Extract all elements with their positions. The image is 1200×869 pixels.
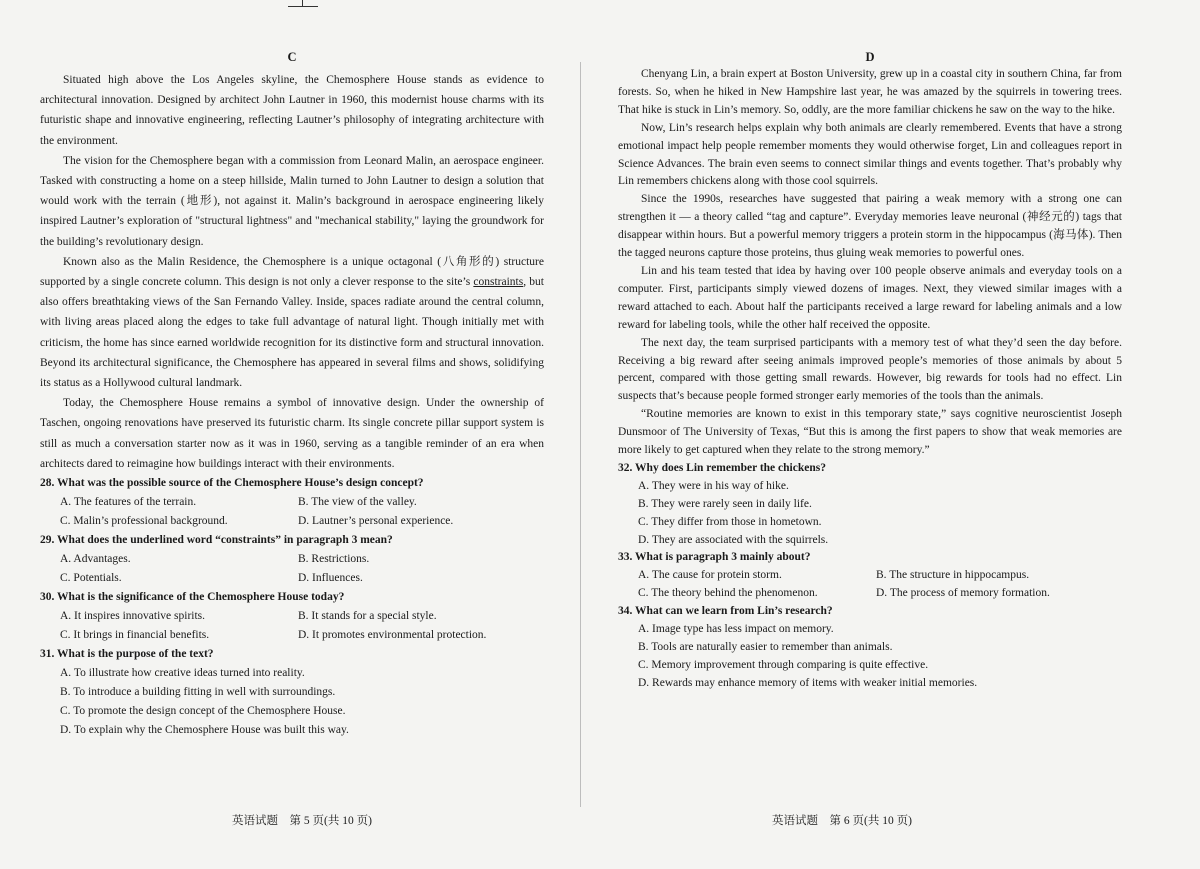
- passage-d-paragraph-1: Chenyang Lin, a brain expert at Boston University, grew up in a coastal city in southern China, far from forests. So, when he hiked in New Hampshire last year, he was amazed by the squirrels in towering trees. That hike is stuck in Lin’s memory. So, oddly, are the more familiar chickens he saw on the way to the hike.: [618, 68, 1122, 116]
- para3-text-rest: Inside, spaces radiate around the central column, with living areas placed along the edges to take full advantage of natural light. Though initially met with criticism, the home has since earned worldwide recognition for its distinctive form and structural innovation. Beyond its architectural significance, the Chemosphere has appeared in several films and shows, solidifying its status as a Hollywood cultural landmark.: [40, 296, 544, 390]
- option-a: A. To illustrate how creative ideas turned into reality.: [60, 667, 305, 680]
- option-b: B. The structure in hippocampus.: [876, 569, 1030, 582]
- underlined-word-constraints: constraints: [473, 276, 524, 289]
- question-34: [618, 603, 1122, 693]
- question-stem: 31. What is the purpose of the text?: [40, 648, 214, 661]
- option-c: C. To promote the design concept of the Chemosphere House.: [60, 705, 346, 718]
- option-c: C. Potentials.: [60, 572, 122, 585]
- question-30: [40, 588, 544, 645]
- option-a: A. It inspires innovative spirits.: [60, 610, 206, 623]
- option-b: B. Restrictions.: [298, 553, 370, 566]
- option-a: A. The cause for protein storm.: [638, 569, 782, 582]
- option-d: D. Lautner’s personal experience.: [298, 515, 454, 528]
- option-b: B. It stands for a special style.: [298, 610, 437, 623]
- question-31: [40, 645, 544, 740]
- column-divider: [580, 62, 581, 807]
- passage-c-paragraph-4: Today, the Chemosphere House remains a symbol of innovative design. Under the ownership of Taschen, ongoing renovations have preserved its futuristic charm. Its single concrete pillar support system is still as much a conversation starter now as it was in 1960, serving as a tangible reminder of an era when architects dared to reimagine how buildings interact with their environments.: [40, 397, 544, 470]
- option-d: D. Rewards may enhance memory of items with weaker initial memories.: [638, 676, 978, 689]
- option-c: C. It brings in financial benefits.: [60, 629, 210, 642]
- question-stem: 33. What is paragraph 3 mainly about?: [618, 551, 811, 564]
- left-page-footer: 英语试题 第 5 页(共 10 页): [232, 815, 372, 827]
- para3-text-after: , but also offers breathtaking views of the San Fernando Valley.: [40, 276, 544, 309]
- question-29: [40, 531, 544, 588]
- passage-c-paragraph-3: [40, 252, 544, 393]
- right-page: [618, 48, 1122, 693]
- option-c: C. The theory behind the phenomenon.: [638, 587, 818, 600]
- question-stem: 30. What is the significance of the Chemosphere House today?: [40, 591, 345, 604]
- option-d: D. The process of memory formation.: [876, 587, 1050, 600]
- question-stem: 29. What does the underlined word “constraints” in paragraph 3 mean?: [40, 534, 393, 547]
- option-a: A. They were in his way of hike.: [638, 479, 789, 492]
- question-stem: 32. Why does Lin remember the chickens?: [618, 461, 826, 474]
- option-b: B. They were rarely seen in daily life.: [638, 497, 812, 510]
- question-33: [618, 549, 1122, 603]
- passage-c-paragraph-1: Situated high above the Los Angeles skyline, the Chemosphere House stands as evidence to architectural innovation. Designed by architect John Lautner in 1960, this modernist house charms with its futuristic shape and innovative engineering, reflecting Lautner’s philosophy of integrating architecture with the environment.: [40, 74, 544, 147]
- question-stem: 34. What can we learn from Lin’s research?: [618, 605, 833, 618]
- passage-d-heading: D: [865, 50, 875, 64]
- option-d: D. It promotes environmental protection.: [298, 629, 487, 642]
- para3-text-before: Known also as the Malin Residence, the Chemosphere is a unique octagonal (八角形的) structure supported by a single concrete column. This design is not only a clever response to the site’s: [40, 255, 544, 289]
- question-stem: 28. What was the possible source of the Chemosphere House’s design concept?: [40, 477, 424, 490]
- option-d: D. Influences.: [298, 572, 363, 585]
- passage-c-heading: C: [287, 50, 297, 64]
- passage-d-paragraph-5: The next day, the team surprised participants with a memory test of what they’d seen the day before. Receiving a big reward after seeing animals improved people’s memories of those animals by about 5 percent, compared with those getting small rewards. However, big rewards for tools had no effect. Lin suspects that’s because people formed stronger early memories of the tools than the animals.: [618, 336, 1122, 403]
- option-a: A. Image type has less impact on memory.: [638, 623, 834, 636]
- option-c: C. Memory improvement through comparing is quite effective.: [638, 658, 929, 671]
- left-page: [40, 48, 544, 740]
- question-28: [40, 474, 544, 531]
- option-a: A. Advantages.: [60, 553, 131, 566]
- question-32: [618, 460, 1122, 550]
- passage-c-paragraph-2: The vision for the Chemosphere began with a commission from Leonard Malin, an aerospace engineer. Tasked with constructing a home on a steep hillside, Malin turned to John Lautner to design a solution that would work with the terrain (地形), not against it. Malin’s background in aerospace engineering likely inspired Lautner’s exploration of "structural lightness" and "mechanical stability," laying the groundwork for the building’s revolutionary design.: [40, 154, 544, 248]
- option-d: D. To explain why the Chemosphere House was built this way.: [60, 724, 349, 737]
- option-c: C. Malin’s professional background.: [60, 515, 228, 528]
- option-d: D. They are associated with the squirrels.: [638, 533, 829, 546]
- passage-d-paragraph-3: Since the 1990s, researches have suggested that pairing a weak memory with a strong one can strengthen it — a theory called “tag and capture”. Everyday memories leave neuronal (神经元的) tags that disappear within hours. But a powerful memory triggers a protein storm in the hippocampus (海马体). Then the tagged neurons capture those proteins, thus gluing weak memories to powerful ones.: [618, 193, 1122, 260]
- option-b: B. The view of the valley.: [298, 496, 417, 509]
- passage-d-paragraph-6: “Routine memories are known to exist in this temporary state,” says cognitive neuroscientist Joseph Dunsmoor of The University of Texas, “But this is among the first papers to show that weak memories are more likely to get captured when they relate to the strong memory.”: [618, 408, 1122, 457]
- passage-d-paragraph-2: Now, Lin’s research helps explain why both animals are clearly remembered. Events that have a strong emotional impact help people remember moments they would otherwise forget, Lin and colleagues report in Science Advances. The brain even seems to connect similar things and events together. That’s probably why Lin remembers chickens along with those cool squirrels.: [618, 121, 1122, 188]
- passage-d-paragraph-4: Lin and his team tested that idea by having over 100 people observe animals and everyday tools on a computer. First, participants simply viewed dozens of images. Next, they viewed similar images with a reward attached to each. About half the participants received a large reward for labeling animals and a low reward for labeling tools, while the other half received the opposite.: [618, 264, 1122, 331]
- option-b: B. To introduce a building fitting in well with surroundings.: [60, 686, 336, 699]
- page-top-mark: [288, 0, 318, 10]
- option-b: B. Tools are naturally easier to remember than animals.: [638, 641, 893, 653]
- right-page-footer: 英语试题 第 6 页(共 10 页): [772, 815, 912, 827]
- option-a: A. The features of the terrain.: [60, 496, 197, 509]
- option-c: C. They differ from those in hometown.: [638, 515, 822, 528]
